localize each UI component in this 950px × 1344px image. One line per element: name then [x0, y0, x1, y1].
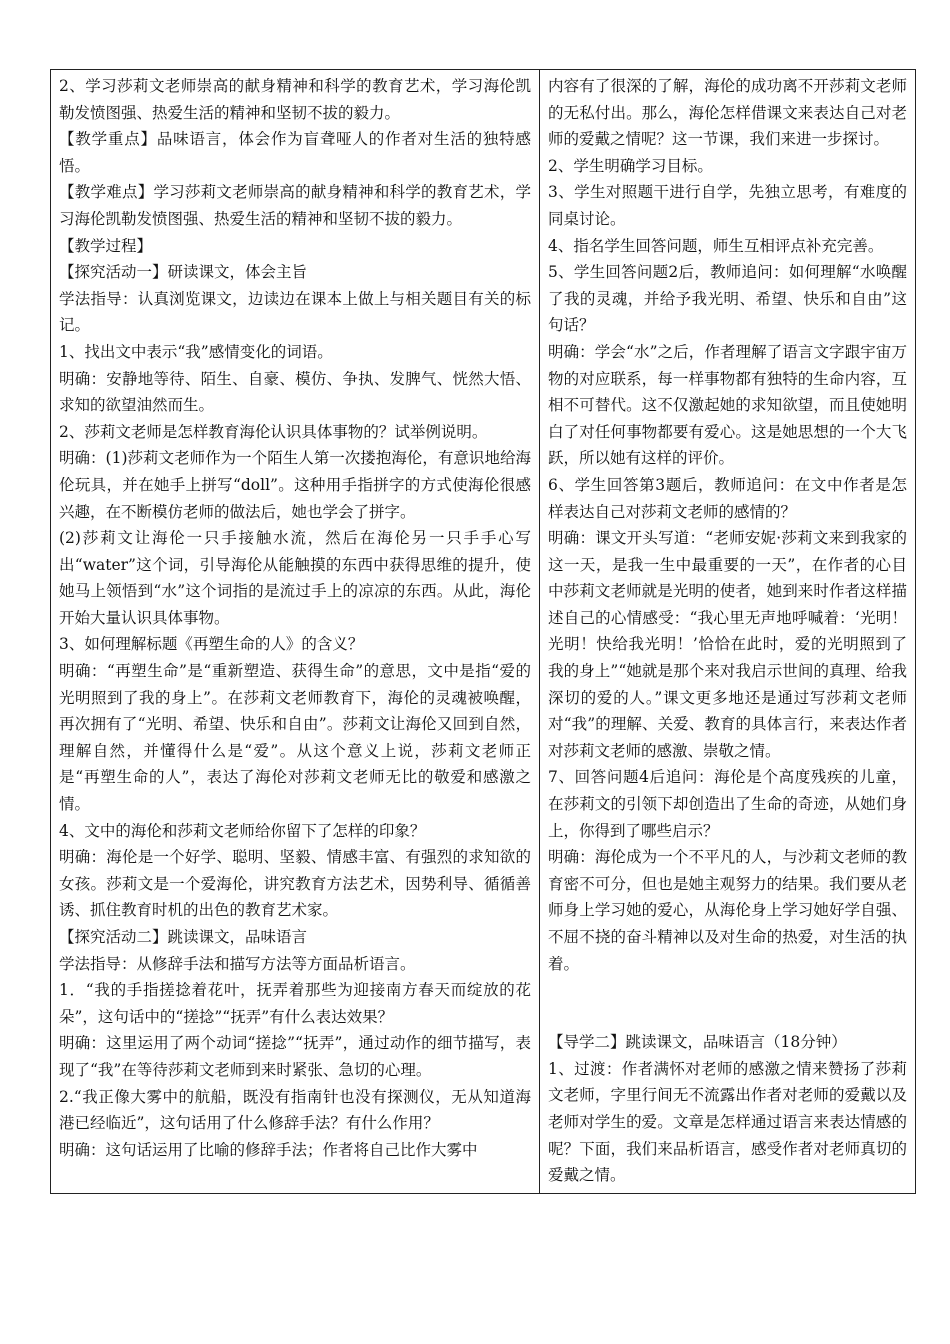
teaching-process-heading: 【教学过程】	[59, 236, 153, 255]
answer-3: 明确：“再塑生命”是“重新塑造、获得生命”的意思，文中是指“爱的光明照到了我的身上”。在莎莉文老师教育下，海伦的灵魂被唤醒，再次拥有了“光明、希望、快乐和自由”。莎莉文让海伦又回到自然，理解自然，并懂得什么是“爱”。从这个意义上说，莎莉文老师正是“再塑生命的人”，表达了海伦对莎莉文老师无比的敬爱和感激之情。	[59, 662, 531, 814]
intro-continued: 内容有了很深的了解，海伦的成功离不开莎莉文老师的无私付出。那么，海伦怎样借课文来表达自己对老师的爱戴之情呢？这一节课，我们来进一步探讨。	[548, 77, 907, 149]
spacer	[548, 977, 907, 1029]
guide-2-transition: 1、过渡：作者满怀对老师的感激之情来赞扬了莎莉文老师，字里行间无不流露出作者对老师的爱戴以及老师对学生的爱。文章是怎样通过语言来表达情感的呢？下面，我们来品析语言，感受作者对老师真切的爱戴之情。	[548, 1059, 907, 1185]
answer-2-part-1: 明确：(1)莎莉文老师作为一个陌生人第一次搂抱海伦，有意识地给海伦玩具，并在她手上拼写“doll”。这种用手指拼字的方式使海伦很感兴趣，在不断模仿老师的做法后，她也学会了拼字。	[59, 449, 531, 521]
step-7: 7、回答问题4后追问：海伦是个高度残疾的儿童，在莎莉文的引领下却创造出了生命的奇迹，从她们身上，你得到了哪些启示？	[548, 768, 907, 840]
step-7-answer: 明确：海伦成为一个不平凡的人，与沙莉文老师的教育密不可分，但也是她主观努力的结果。我们要从老师身上学习她的爱心，从海伦身上学习她好学自强、不屈不挠的奋斗精神以及对生命的热爱，对生活的执着。	[548, 848, 907, 973]
question-1: 1、找出文中表示“我”感情变化的词语。	[59, 342, 333, 361]
language-answer-2: 明确：这句话运用了比喻的修辞手法；作者将自己比作大雾中	[59, 1140, 478, 1159]
step-2: 2、学生明确学习目标。	[548, 156, 713, 175]
right-column	[540, 70, 915, 1193]
answer-1: 明确：安静地等待、陌生、自豪、模仿、争执、发脾气、恍然大悟、求知的欲望油然而生。	[59, 369, 531, 415]
teaching-focus: 【教学重点】品味语言，体会作为盲聋哑人的作者对生活的独特感悟。	[59, 130, 531, 175]
lesson-plan-table	[50, 69, 916, 1194]
question-4: 4、文中的海伦和莎莉文老师给你留下了怎样的印象？	[59, 821, 426, 840]
step-5: 5、学生回答问题2后，教师追问：如何理解“水唤醒了我的灵魂，并给予我光明、希望、快乐和自由”这句话？	[548, 263, 907, 335]
answer-2-part-2: (2)莎莉文让海伦一只手接触水流，然后在海伦另一只手手心写出“water”这个词，引导海伦从能触摸的东西中获得思维的提升，使她马上领悟到“水”这个词指的是流过手上的凉凉的东西。从此，海伦开始大量认识具体事物。	[59, 529, 531, 627]
activity-2-heading: 【探究活动二】跳读课文，品味语言	[59, 928, 308, 946]
question-3: 3、如何理解标题《再塑生命的人》的含义？	[59, 635, 364, 654]
study-guide-2: 学法指导：从修辞手法和描写方法等方面品析语言。	[59, 954, 416, 973]
language-question-2: 2.“我正像大雾中的航船，既没有指南针也没有探测仪，无从知道海港已经临近”，这句话用了什么修辞手法？有什么作用？	[59, 1087, 531, 1133]
study-guide-1: 学法指导：认真浏览课文，边读边在课本上做上与相关题目有关的标记。	[59, 289, 531, 335]
step-4: 4、指名学生回答问题，师生互相评点补充完善。	[548, 236, 884, 255]
step-3: 3、学生对照题干进行自学，先独立思考，有难度的同桌讨论。	[548, 183, 907, 228]
teaching-difficulty: 【教学难点】学习莎莉文老师崇高的献身精神和科学的教育艺术，学习海伦凯勒发愤图强、热爱生活的精神和坚韧不拔的毅力。	[59, 183, 531, 228]
activity-1-heading: 【探究活动一】研读课文，体会主旨	[59, 263, 308, 282]
question-2: 2、莎莉文老师是怎样教育海伦认识具体事物的？试举例说明。	[59, 422, 488, 441]
left-column	[51, 70, 540, 1193]
language-answer-1: 明确：这里运用了两个动词“搓捻”“抚弄”，通过动作的细节描写，表现了“我”在等待莎莉文老师到来时紧张、急切的心理。	[59, 1034, 531, 1079]
answer-4: 明确：海伦是一个好学、聪明、坚毅、情感丰富、有强烈的求知欲的女孩。莎莉文是一个爱海伦，讲究教育方法艺术，因势利导、循循善诱、抓住教育时机的出色的教育艺术家。	[59, 848, 531, 920]
guide-2-heading: 【导学二】跳读课文，品味语言（18分钟）	[548, 1033, 847, 1052]
step-6: 6、学生回答第3题后，教师追问：在文中作者是怎样表达自己对莎莉文老师的感情的？	[548, 475, 907, 521]
language-question-1: 1．“我的手指搓捻着花叶，抚弄着那些为迎接南方春天而绽放的花朵”，这句话中的“搓捻”“抚弄”有什么表达效果？	[59, 981, 531, 1026]
objective-2: 2、学习莎莉文老师崇高的献身精神和科学的教育艺术，学习海伦凯勒发愤图强、热爱生活的精神和坚韧不拔的毅力。	[59, 77, 531, 122]
step-6-answer: 明确：课文开头写道：“老师安妮·莎莉文来到我家的这一天，是我一生中最重要的一天”，在作者的心目中莎莉文老师就是光明的使者，她到来时作者这样描述自己的心情感受：“我心里无声地呼喊着：‘光明！光明！快给我光明！’恰恰在此时，爱的光明照到了我的身上”“她就是那个来对我启示世间的真理、给我深切的爱的人。”课文更多地还是通过写莎莉文老师对“我”的理解、关爱、教育的具体言行，来表达作者对莎莉文老师的感激、崇敬之情。	[548, 529, 907, 760]
step-5-answer: 明确：学会“水”之后，作者理解了语言文字跟宇宙万物的对应联系，每一样事物都有独特的生命内容，互相不可替代。这不仅激起她的求知欲望，而且使她明白了对任何事物都要有爱心。这是她思想的一个大飞跃，所以她有这样的评价。	[548, 342, 907, 468]
